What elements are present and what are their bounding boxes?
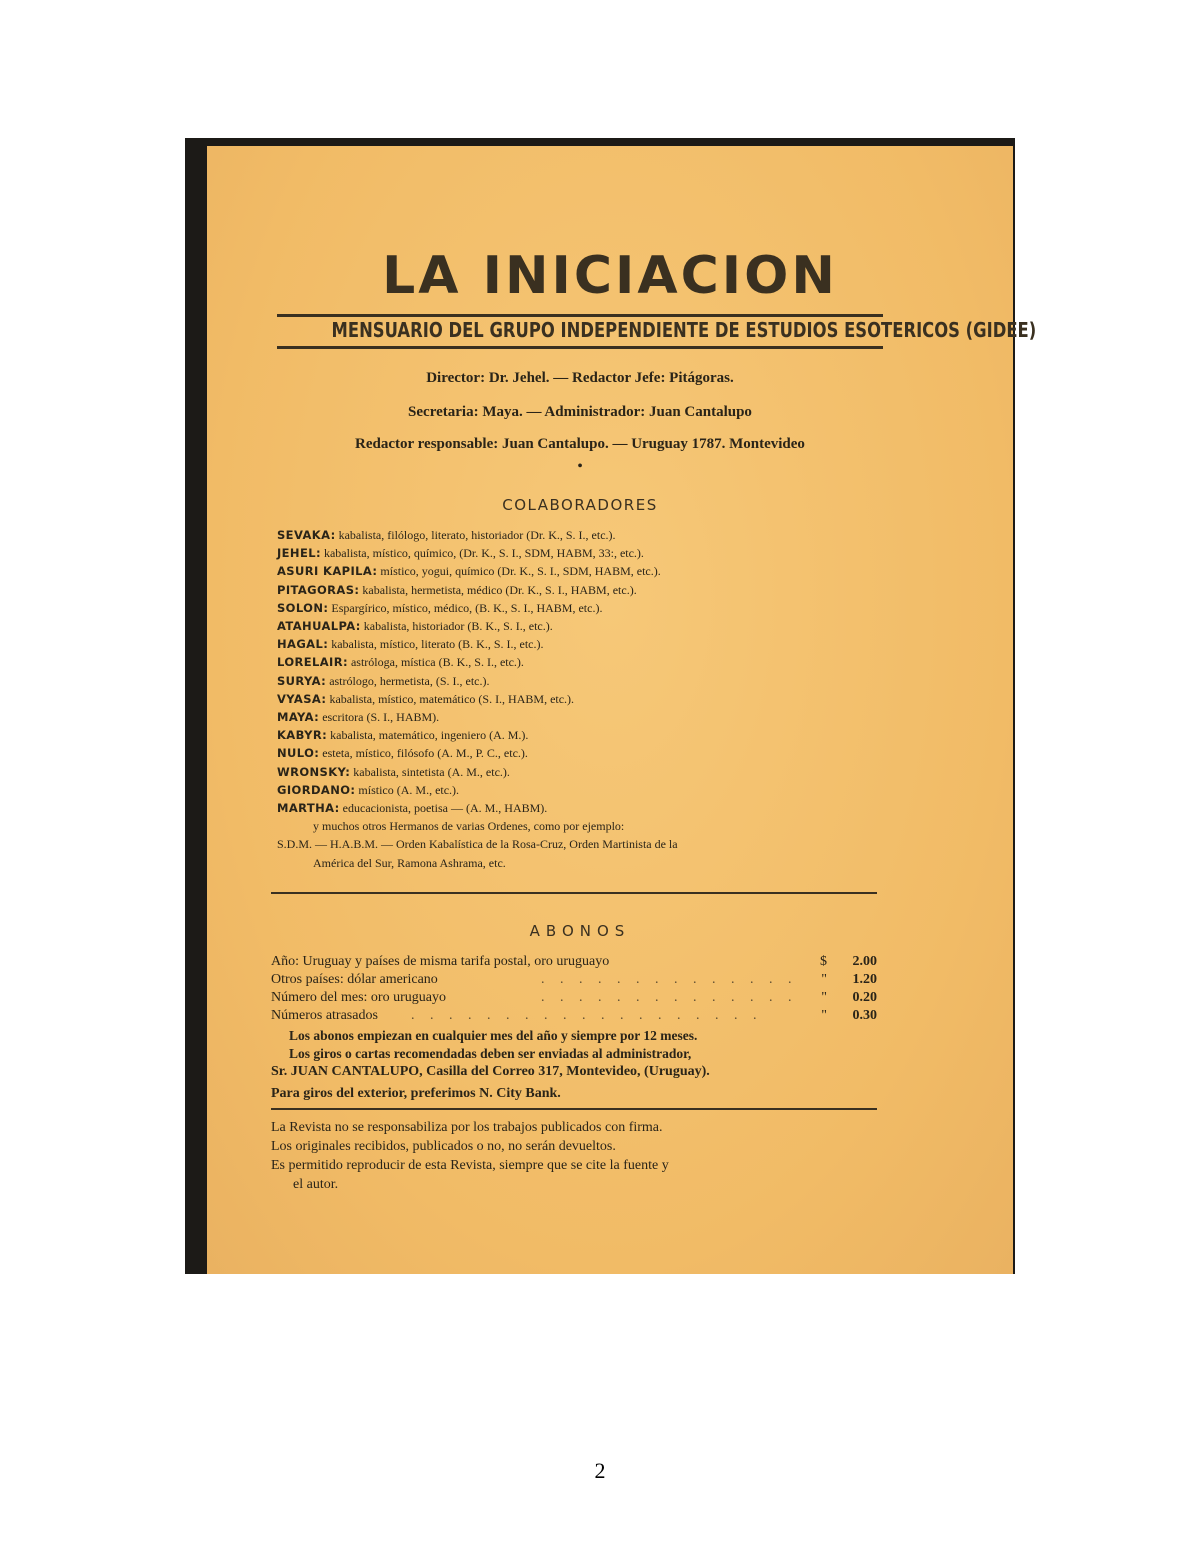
title-rule-top (277, 314, 883, 317)
abono-currency: " (821, 1008, 827, 1023)
list-item (277, 544, 883, 562)
abono-leader-dots: . . . . . . . . . . . . . . (541, 990, 798, 1005)
collaborator-desc: kabalista, historiador (B. K., S. I., etc.). (363, 619, 553, 634)
abono-row (271, 954, 877, 972)
collaborator-name: KABYR: (277, 728, 328, 743)
abono-currency: $ (820, 954, 827, 969)
collaborator-name: ATAHUALPA: (277, 619, 361, 634)
abono-value: 0.20 (852, 990, 877, 1005)
collaborator-desc: místico, yogui, químico (Dr. K., S. I., SDM, HABM, etc.). (380, 564, 661, 579)
abono-note-2: Los giros o cartas recomendadas deben ser enviadas al administrador, (289, 1046, 692, 1061)
staff-line-1: Director: Dr. Jehel. — Redactor Jefe: Pitágoras. (426, 370, 734, 386)
section-divider (271, 892, 877, 894)
staff-line-3: Redactor responsable: Juan Cantalupo. — Uruguay 1787. Montevideo (355, 436, 805, 452)
list-item (277, 708, 883, 726)
colaboradores-list (277, 526, 883, 872)
collaborator-desc: astróloga, mística (B. K., S. I., etc.). (350, 655, 524, 670)
collaborator-name: LORELAIR: (277, 655, 348, 670)
abono-currency: " (821, 990, 827, 1005)
note-line-4: el autor. (293, 1177, 339, 1192)
list-item (277, 617, 883, 635)
collaborator-name: SOLON: (277, 600, 329, 615)
collaborator-desc: místico (A. M., etc.). (358, 782, 460, 797)
collaborator-name: ASURI KAPILA: (277, 564, 378, 579)
title-rule-bottom (277, 346, 883, 349)
note-line-2: Los originales recibidos, publicados o no, no serán devueltos. (271, 1139, 616, 1154)
note-line-1: La Revista no se responsabiliza por los trabajos publicados con firma. (271, 1120, 663, 1135)
list-item (277, 526, 883, 544)
collaborator-name: SURYA: (277, 673, 327, 688)
list-item (277, 781, 883, 799)
note-line-3: Es permitido reproducir de esta Revista, siempre que se cite la fuente y (271, 1158, 669, 1173)
orders-line-1: S.D.M. — H.A.B.M. — Orden Kabalística de la Rosa-Cruz, Orden Martinista de la (277, 837, 678, 852)
others-line: y muchos otros Hermanos de varias Ordenes, como por ejemplo: (313, 819, 625, 834)
editorial-notes (271, 1118, 877, 1194)
magazine-page (207, 146, 1037, 1274)
collaborator-desc: escritora (S. I., HABM). (322, 710, 440, 725)
list-item (277, 653, 883, 671)
separator-bullet: • (577, 458, 583, 475)
collaborator-name: MARTHA: (277, 801, 340, 816)
list-item (277, 599, 883, 617)
collaborator-name: JEHEL: (277, 546, 321, 561)
abono-note-4: Para giros del exterior, preferimos N. City Bank. (271, 1086, 561, 1101)
abono-value: 0.30 (852, 1008, 877, 1023)
list-item (277, 799, 883, 817)
abono-currency: " (821, 972, 827, 987)
list-item (277, 672, 883, 690)
abono-row (271, 972, 877, 990)
staff-line-2: Secretaria: Maya. — Administrador: Juan Cantalupo (408, 404, 752, 420)
abono-note-3: Sr. JUAN CANTALUPO, Casilla del Correo 317, Montevideo, (Uruguay). (271, 1064, 710, 1079)
list-item (277, 581, 883, 599)
list-item (277, 763, 883, 781)
abono-leader-dots: . . . . . . . . . . . . . . (541, 972, 798, 987)
collaborator-name: PITAGORAS: (277, 582, 360, 597)
section-divider (271, 1108, 877, 1110)
scanned-page (185, 138, 1037, 1274)
collaborator-name: MAYA: (277, 710, 320, 725)
abono-leader-dots: . . . . . . . . . . . . . . . . . . . (411, 1008, 763, 1023)
collaborator-name: SEVAKA: (277, 528, 336, 542)
collaborator-name: NULO: (277, 746, 320, 761)
list-item (277, 690, 883, 708)
list-item (277, 726, 883, 744)
list-item (277, 744, 883, 762)
collaborator-desc: kabalista, matemático, ingeniero (A. M.). (330, 728, 529, 743)
abono-value: 2.00 (852, 954, 877, 969)
abono-row (271, 990, 877, 1008)
collaborator-name: GIORDANO: (277, 782, 356, 797)
abono-label: Número del mes: oro uruguayo (271, 990, 446, 1005)
collaborator-desc: kabalista, hermetista, médico (Dr. K., S. I., HABM, etc.). (362, 582, 637, 597)
collaborator-desc: astrólogo, hermetista, (S. I., etc.). (329, 673, 490, 688)
collaborator-name: WRONSKY: (277, 764, 351, 779)
collaborator-desc: kabalista, místico, literato (B. K., S. I., etc.). (331, 637, 544, 652)
page-number: 2 (594, 1458, 606, 1483)
collaborator-name: HAGAL: (277, 637, 329, 652)
magazine-subtitle: MENSUARIO DEL GRUPO INDEPENDIENTE DE ESTUDIOS ESOTERICOS (GIDEE) (331, 318, 1037, 342)
colaboradores-heading: COLABORADORES (502, 496, 658, 514)
abono-label: Año: Uruguay y países de misma tarifa postal, oro uruguayo (271, 954, 610, 969)
list-item (277, 562, 883, 580)
collaborator-name: VYASA: (277, 691, 327, 706)
magazine-title: LA INICIACION (382, 246, 838, 306)
collaborator-desc: Espargírico, místico, médico, (B. K., S. I., HABM, etc.). (331, 600, 603, 615)
list-item (277, 635, 883, 653)
abono-label: Otros países: dólar americano (271, 972, 438, 987)
abonos-heading: ABONOS (529, 922, 631, 940)
orders-line-2: América del Sur, Ramona Ashrama, etc. (313, 855, 506, 870)
collaborator-desc: kabalista, místico, matemático (S. I., HABM, etc.). (329, 691, 575, 706)
abono-label: Números atrasados (271, 1008, 378, 1023)
collaborator-desc: kabalista, filólogo, literato, historiador (Dr. K., S. I., etc.). (338, 528, 616, 542)
collaborator-desc: kabalista, sintetista (A. M., etc.). (353, 764, 510, 779)
collaborator-desc: kabalista, místico, químico, (Dr. K., S. I., SDM, HABM, 33:, etc.). (323, 546, 644, 561)
collaborator-desc: educacionista, poetisa — (A. M., HABM). (342, 801, 548, 816)
abono-value: 1.20 (852, 972, 877, 987)
abono-note-1: Los abonos empiezan en cualquier mes del año y siempre por 12 meses. (289, 1028, 698, 1043)
collaborator-desc: esteta, místico, filósofo (A. M., P. C., etc.). (322, 746, 528, 761)
abono-row (271, 1008, 877, 1026)
